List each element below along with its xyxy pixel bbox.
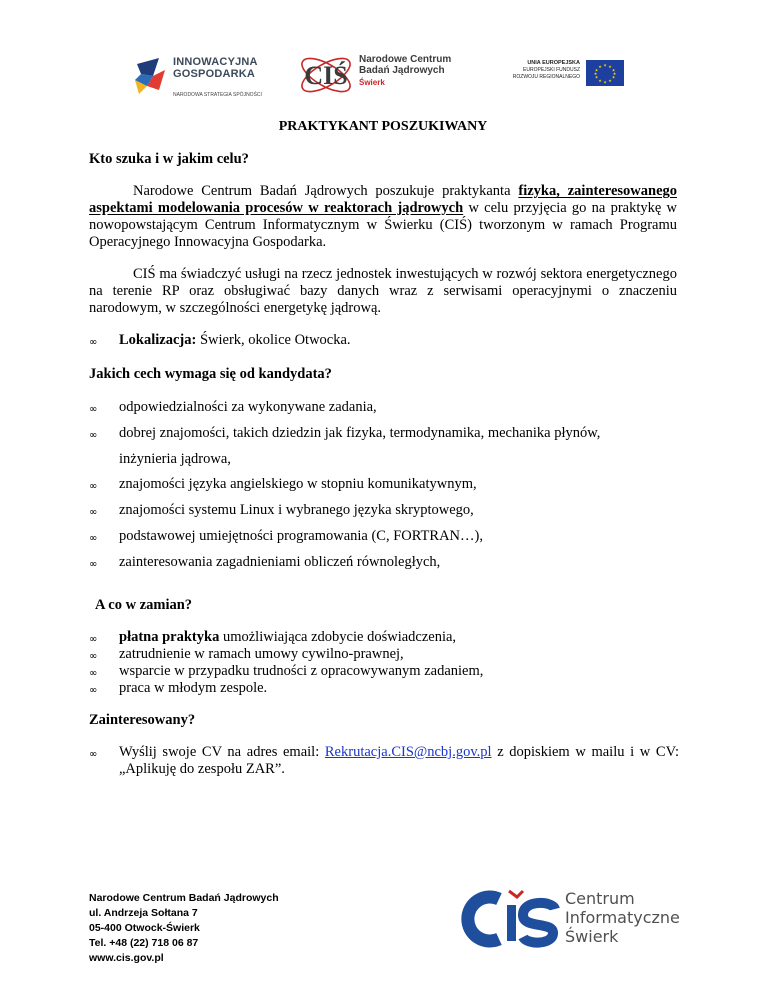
eu-fund-text: UNIA EUROPEJSKA EUROPEJSKI FUNDUSZ ROZWOJU REGIONALNEGO bbox=[512, 60, 580, 80]
email-link[interactable]: Rekrutacja.CIS@ncbj.gov.pl bbox=[324, 744, 492, 760]
bullet-icon: ∞ bbox=[89, 749, 98, 760]
svg-text:★: ★ bbox=[612, 71, 617, 76]
svg-text:★: ★ bbox=[594, 67, 599, 73]
eu-fund-logo bbox=[498, 56, 628, 92]
svg-text:★: ★ bbox=[594, 74, 599, 80]
svg-text:★: ★ bbox=[608, 78, 612, 83]
bullet-icon: ∞ bbox=[89, 651, 98, 662]
bullet-icon: ∞ bbox=[89, 634, 98, 645]
offer-bold: płatna praktyka bbox=[119, 629, 220, 645]
ncbj-location: Świerk bbox=[359, 78, 385, 87]
svg-text:★: ★ bbox=[611, 74, 616, 80]
intro-text-underlined: fizyka, zainteresowanego aspektami modelowania procesów w reaktorach jądrowych bbox=[89, 183, 677, 216]
eu-flag-icon bbox=[586, 60, 624, 86]
svg-text:★: ★ bbox=[598, 64, 602, 69]
website-link[interactable]: www.cis.gov.pl bbox=[89, 952, 164, 964]
bullet-icon: ∞ bbox=[89, 533, 98, 544]
header-logos bbox=[0, 42, 768, 104]
bullet-icon: ∞ bbox=[89, 507, 98, 518]
innowacyjna-gospodarka-emblem-icon bbox=[133, 56, 169, 96]
svg-text:★: ★ bbox=[603, 62, 607, 68]
svg-text:CIŚ: CIŚ bbox=[304, 61, 348, 90]
cis-description-text: CIŚ ma świadczyć usługi na rzecz jednostek inwestujących w rozwój sektora energetycznego na terenie RP oraz obsługiwać bazy danych wraz z serwisami operacyjnymi o znaczeniu narodowym, w szczególności energetykę jądrową. bbox=[89, 266, 677, 316]
bullet-icon: ∞ bbox=[89, 404, 98, 415]
section-heading-interested: Zainteresowany? bbox=[89, 712, 196, 728]
bullet-icon: ∞ bbox=[89, 337, 98, 348]
paragraph-cis-description bbox=[89, 266, 677, 317]
ncbj-atom-icon bbox=[296, 46, 356, 104]
footer-address: Narodowe Centrum Badań Jądrowych ul. Andrzeja Sołtana 7 05-400 Otwock-Świerk Tel. +48 (22) 718 06 87 www.cis.gov.pl bbox=[89, 892, 279, 964]
location-value: Świerk, okolice Otwocka. bbox=[199, 332, 351, 348]
intro-text-end: w celu przyjęcia go na praktykę w nowopowstającym Centrum Informatycznym w Świerku (CIŚ) tworzonym w ramach Programu Operacyjnego Innowacyjna Gospodarka. bbox=[89, 200, 678, 250]
section-heading-requirements: Jakich cech wymaga się od kandydata? bbox=[89, 366, 332, 382]
innowacyjna-gospodarka-logo bbox=[133, 52, 268, 98]
location-label: Lokalizacja: bbox=[119, 332, 197, 348]
page-title: PRAKTYKANT POSZUKIWANY bbox=[278, 119, 488, 134]
section-heading-who: Kto szuka i w jakim celu? bbox=[89, 151, 249, 167]
svg-text:★: ★ bbox=[611, 67, 616, 73]
bullet-icon: ∞ bbox=[89, 430, 98, 441]
cis-logo-icon bbox=[461, 885, 561, 951]
svg-text:★: ★ bbox=[593, 71, 598, 76]
innowacyjna-gospodarka-subtitle: NARODOWA STRATEGIA SPÓJNOŚCI bbox=[173, 92, 262, 98]
svg-text:★: ★ bbox=[608, 64, 612, 69]
innowacyjna-gospodarka-name: INNOWACYJNA GOSPODARKA bbox=[173, 56, 258, 80]
ncbj-name: Narodowe Centrum Badań Jądrowych bbox=[359, 54, 452, 76]
bullet-icon: ∞ bbox=[89, 481, 98, 492]
bullet-icon: ∞ bbox=[89, 685, 98, 696]
ncbj-logo bbox=[296, 46, 476, 104]
bullet-icon: ∞ bbox=[89, 668, 98, 679]
paragraph-intro bbox=[89, 183, 677, 251]
svg-text:CIS: CIS bbox=[461, 885, 463, 886]
cis-logo-text: Centrum Informatyczne Świerk bbox=[565, 889, 680, 946]
svg-text:★: ★ bbox=[603, 79, 607, 85]
section-heading-offer: A co w zamian? bbox=[95, 597, 193, 613]
cis-logo bbox=[461, 885, 680, 953]
svg-text:★: ★ bbox=[598, 78, 602, 83]
bullet-icon: ∞ bbox=[89, 559, 98, 570]
intro-text-start: Narodowe Centrum Badań Jądrowych poszukuje praktykanta bbox=[133, 183, 511, 199]
